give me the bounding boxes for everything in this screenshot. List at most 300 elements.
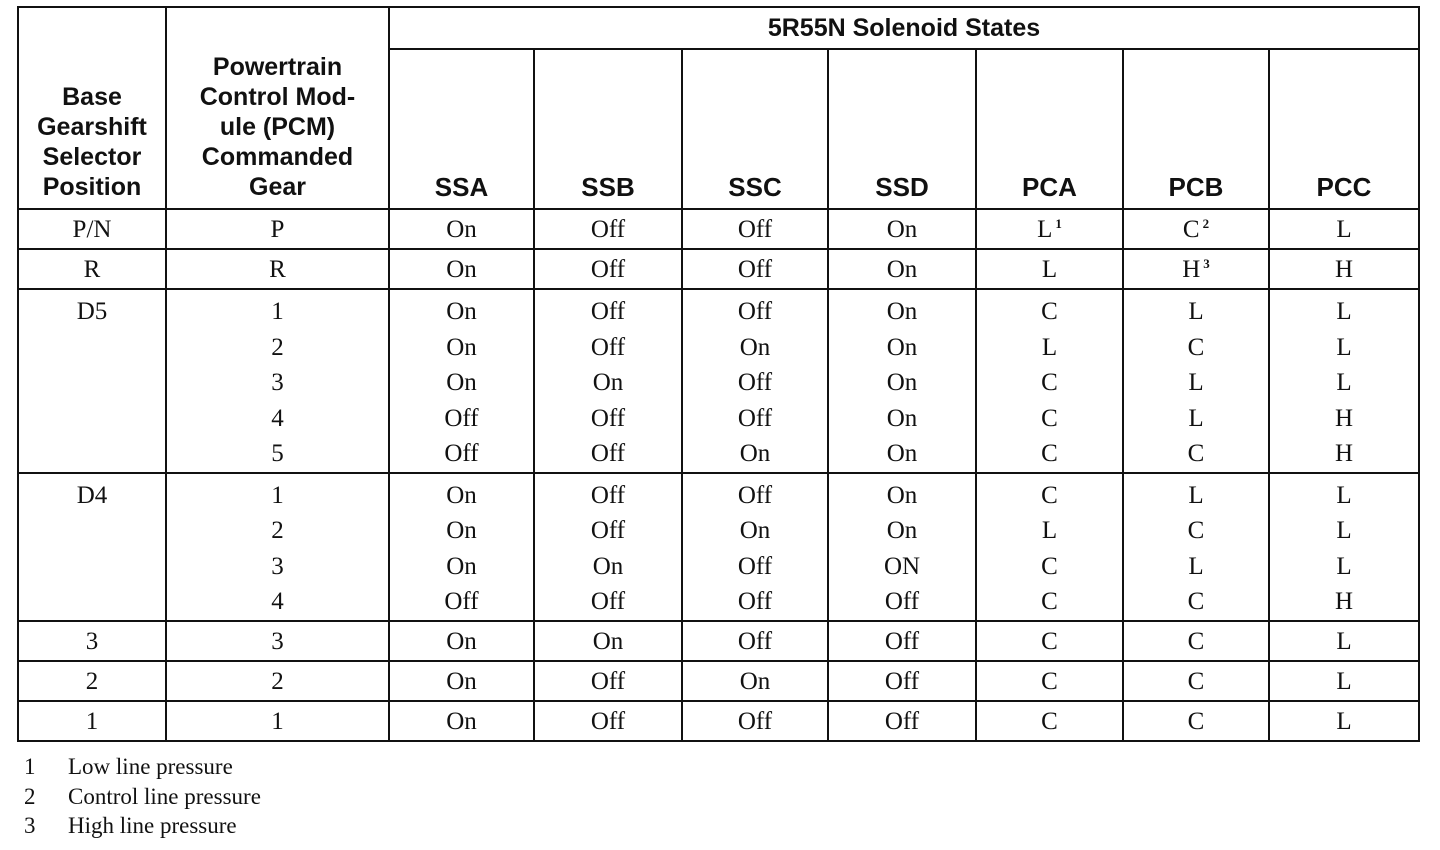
column-header-pca: PCA	[976, 49, 1123, 209]
solenoid-cell-ssb	[534, 289, 682, 473]
solenoid-state-value	[829, 212, 975, 248]
solenoid-state-value	[683, 436, 827, 472]
table-row	[18, 209, 1419, 249]
solenoid-state-text: On	[886, 333, 918, 361]
footnote-number: 1	[24, 754, 36, 779]
solenoid-state-text: On	[446, 667, 477, 695]
table-row	[18, 621, 1419, 661]
commanded-gear-value: 4	[271, 588, 284, 615]
solenoid-state-value	[390, 401, 533, 437]
solenoid-state-text: C	[1041, 481, 1058, 509]
solenoid-state-text: On	[592, 552, 624, 580]
solenoid-state-text: Off	[590, 333, 626, 361]
solenoid-state-value	[1270, 330, 1418, 366]
solenoid-state-text: L	[1188, 298, 1204, 325]
solenoid-state-value	[829, 549, 975, 585]
commanded-gear-cell	[166, 209, 389, 249]
solenoid-state-value	[683, 365, 827, 401]
commanded-gear-value: 1	[271, 298, 284, 325]
solenoid-state-value	[1124, 664, 1268, 700]
solenoid-state-text: On	[446, 298, 477, 325]
solenoid-state-text: Off	[590, 481, 626, 509]
solenoid-state-value	[1270, 212, 1418, 248]
solenoid-state-text: C	[1187, 588, 1205, 615]
commanded-gear-value: 1	[271, 481, 284, 509]
solenoid-state-text: L	[1336, 707, 1352, 735]
solenoid-state-text: C	[1187, 517, 1205, 544]
solenoid-state-text: Off	[737, 369, 773, 396]
solenoid-state-text: Off	[737, 707, 773, 735]
solenoid-state-text: Off	[737, 481, 773, 509]
solenoid-cell-ssc	[682, 209, 828, 249]
solenoid-cell-pcb	[1123, 661, 1269, 701]
solenoid-state-text: L	[1188, 404, 1204, 432]
solenoid-state-text: ON	[883, 552, 921, 580]
solenoid-state-value	[1124, 704, 1268, 740]
solenoid-state-text: L	[1336, 552, 1352, 580]
solenoid-cell-pcb	[1123, 209, 1269, 249]
solenoid-state-value	[390, 549, 533, 585]
solenoid-state-text: On	[886, 440, 918, 467]
solenoid-cell-ssa	[389, 289, 534, 473]
solenoid-state-value	[829, 664, 975, 700]
solenoid-state-value	[1124, 294, 1268, 330]
solenoid-cell-pcc	[1269, 473, 1419, 621]
solenoid-cell-ssc	[682, 249, 828, 289]
solenoid-state-text: Off	[590, 667, 626, 695]
solenoid-state-value	[390, 584, 533, 620]
solenoid-state-value	[683, 584, 827, 620]
solenoid-cell-ssc	[682, 621, 828, 661]
solenoid-state-text: Off	[737, 216, 773, 243]
solenoid-state-value	[829, 330, 975, 366]
footnote-text: Low line pressure	[68, 754, 233, 779]
solenoid-state-text: Off	[737, 552, 773, 580]
solenoid-state-text: L	[1336, 298, 1352, 325]
solenoid-state-text: C	[1187, 627, 1205, 655]
solenoid-state-value	[977, 212, 1122, 248]
solenoid-state-value	[977, 401, 1122, 437]
solenoid-state-text: On	[592, 369, 624, 396]
solenoid-state-text: C	[1187, 440, 1205, 467]
solenoid-state-value	[977, 365, 1122, 401]
solenoid-state-value	[829, 584, 975, 620]
solenoid-state-text: On	[739, 667, 771, 695]
solenoid-state-value	[977, 252, 1122, 288]
solenoid-state-text: On	[446, 707, 477, 735]
solenoid-cell-ssb	[534, 661, 682, 701]
solenoid-state-text: Off	[590, 707, 626, 735]
solenoid-state-text: L	[1037, 216, 1053, 243]
solenoid-state-value	[1270, 294, 1418, 330]
solenoid-state-value	[683, 549, 827, 585]
commanded-gear-cell	[166, 473, 389, 621]
commanded-gear-cell	[166, 661, 389, 701]
solenoid-state-value	[1124, 549, 1268, 585]
footnote-item	[24, 782, 261, 812]
solenoid-state-text: H	[1334, 256, 1354, 283]
solenoid-state-value	[1124, 513, 1268, 549]
solenoid-state-text: C	[1041, 404, 1058, 432]
solenoid-state-value	[390, 664, 533, 700]
solenoid-cell-ssa	[389, 701, 534, 741]
solenoid-cell-pcc	[1269, 209, 1419, 249]
solenoid-state-value	[535, 212, 681, 248]
solenoid-state-value	[683, 401, 827, 437]
solenoid-state-text: Off	[444, 440, 479, 467]
solenoid-cell-ssa	[389, 621, 534, 661]
solenoid-state-text: Off	[737, 588, 773, 615]
solenoid-state-text: Off	[444, 588, 479, 615]
table-row	[18, 661, 1419, 701]
selector-position-cell: 2	[18, 661, 166, 701]
solenoid-state-value	[390, 294, 533, 330]
solenoid-cell-pca	[976, 621, 1123, 661]
solenoid-state-text: H	[1334, 404, 1354, 432]
solenoid-state-text: C	[1041, 707, 1058, 735]
solenoid-state-text: On	[446, 216, 477, 243]
solenoid-state-value	[535, 704, 681, 740]
table-row	[18, 249, 1419, 289]
solenoid-cell-ssd	[828, 661, 976, 701]
footnote-text: High line pressure	[68, 813, 237, 838]
commanded-gear-cell	[166, 289, 389, 473]
solenoid-cell-pcc	[1269, 661, 1419, 701]
solenoid-state-value	[535, 513, 681, 549]
solenoid-state-value	[1270, 252, 1418, 288]
commanded-gear-value: 2	[271, 333, 284, 361]
solenoid-state-value	[1124, 478, 1268, 514]
column-header-ssb: SSB	[534, 49, 682, 209]
solenoid-state-value	[977, 584, 1122, 620]
solenoid-state-text: Off	[884, 588, 920, 615]
column-header-pcc: PCC	[1269, 49, 1419, 209]
solenoid-state-text: C	[1041, 440, 1058, 467]
solenoid-cell-pca	[976, 249, 1123, 289]
solenoid-cell-ssc	[682, 289, 828, 473]
solenoid-state-value	[1270, 664, 1418, 700]
solenoid-state-text: Off	[444, 404, 479, 432]
solenoid-state-text: L	[1336, 481, 1352, 509]
solenoid-state-value	[390, 624, 533, 660]
solenoid-state-value	[977, 664, 1122, 700]
solenoid-state-value	[977, 294, 1122, 330]
table-row	[18, 473, 1419, 621]
commanded-gear-value: 3	[271, 627, 284, 655]
commanded-gear-cell	[166, 621, 389, 661]
solenoid-state-value	[977, 436, 1122, 472]
solenoid-cell-pcc	[1269, 249, 1419, 289]
solenoid-state-text: L	[1336, 333, 1352, 361]
position-header: Base Gearshift Selector Position	[18, 7, 166, 209]
solenoid-cell-ssd	[828, 621, 976, 661]
solenoid-state-value	[1270, 704, 1418, 740]
commanded-gear-cell	[166, 701, 389, 741]
solenoid-state-text: L	[1041, 333, 1058, 361]
solenoid-state-value	[390, 436, 533, 472]
footnote-item	[24, 752, 261, 782]
solenoid-state-text: On	[592, 627, 624, 655]
solenoid-state-text: Off	[884, 667, 920, 695]
solenoid-state-value	[1270, 624, 1418, 660]
solenoid-state-value	[390, 478, 533, 514]
solenoid-state-value	[1270, 436, 1418, 472]
footnotes	[24, 752, 261, 841]
solenoid-state-value	[683, 478, 827, 514]
solenoid-state-value	[535, 436, 681, 472]
solenoid-states-header: 5R55N Solenoid States	[389, 7, 1419, 49]
solenoid-state-value	[535, 549, 681, 585]
column-header-ssd: SSD	[828, 49, 976, 209]
solenoid-state-text: Off	[884, 707, 920, 735]
solenoid-cell-ssb	[534, 621, 682, 661]
solenoid-state-value	[683, 704, 827, 740]
commanded-gear-value: R	[269, 256, 286, 283]
solenoid-state-value	[1270, 401, 1418, 437]
solenoid-state-value	[390, 252, 533, 288]
solenoid-state-value	[1124, 252, 1268, 288]
solenoid-state-value	[1270, 513, 1418, 549]
solenoid-state-value	[535, 365, 681, 401]
table-row	[18, 289, 1419, 473]
solenoid-state-value	[829, 365, 975, 401]
commanded-gear-value: 4	[271, 404, 284, 432]
solenoid-state-value	[683, 624, 827, 660]
solenoid-state-value	[829, 252, 975, 288]
commanded-gear-value: 3	[271, 552, 284, 580]
solenoid-state-text: On	[886, 481, 918, 509]
solenoid-cell-ssa	[389, 249, 534, 289]
solenoid-state-text: On	[739, 440, 771, 467]
selector-position-cell: P/N	[18, 209, 166, 249]
commanded-gear-value: 1	[271, 707, 284, 735]
solenoid-state-text: C	[1187, 667, 1205, 695]
solenoid-state-text: On	[446, 256, 477, 283]
solenoid-state-value	[977, 478, 1122, 514]
solenoid-cell-pcb	[1123, 473, 1269, 621]
commanded-gear-value: 3	[271, 369, 284, 396]
solenoid-cell-pcb	[1123, 289, 1269, 473]
solenoid-state-text: C	[1041, 552, 1058, 580]
selector-position-cell: D5	[18, 289, 166, 473]
solenoid-state-text: H	[1182, 256, 1201, 283]
solenoid-state-text: On	[446, 552, 477, 580]
solenoid-state-value	[683, 330, 827, 366]
commanded-gear-value: 2	[271, 517, 284, 544]
commanded-gear-header: Powertrain Control Mod-ule (PCM) Commanded Gear	[166, 7, 389, 209]
selector-position-cell: R	[18, 249, 166, 289]
solenoid-cell-ssa	[389, 473, 534, 621]
solenoid-state-value	[1270, 584, 1418, 620]
solenoid-cell-ssd	[828, 473, 976, 621]
solenoid-state-text: Off	[737, 298, 773, 325]
solenoid-state-text: Off	[590, 216, 626, 243]
solenoid-state-text: C	[1182, 216, 1200, 243]
solenoid-state-value	[829, 704, 975, 740]
solenoid-state-text: On	[886, 404, 918, 432]
solenoid-state-text: On	[886, 369, 918, 396]
solenoid-state-text: On	[886, 517, 918, 544]
solenoid-state-value	[1270, 478, 1418, 514]
solenoid-state-text: C	[1041, 588, 1058, 615]
solenoid-cell-ssb	[534, 209, 682, 249]
solenoid-state-text: L	[1188, 552, 1204, 580]
solenoid-cell-ssd	[828, 701, 976, 741]
solenoid-state-value	[1124, 401, 1268, 437]
solenoid-state-value	[829, 478, 975, 514]
solenoid-state-text: C	[1041, 369, 1058, 396]
solenoid-cell-pcb	[1123, 701, 1269, 741]
solenoid-cell-pcc	[1269, 289, 1419, 473]
solenoid-state-value	[535, 294, 681, 330]
solenoid-state-text: L	[1336, 517, 1352, 544]
solenoid-cell-pcc	[1269, 701, 1419, 741]
solenoid-cell-ssd	[828, 289, 976, 473]
table-row	[18, 701, 1419, 741]
solenoid-state-value	[829, 513, 975, 549]
commanded-gear-value: P	[270, 216, 285, 243]
solenoid-states-sheet	[17, 6, 1420, 742]
selector-position-cell: D4	[18, 473, 166, 621]
solenoid-state-value	[977, 624, 1122, 660]
footnote-marker: 3	[1203, 255, 1210, 271]
footnote-marker: 2	[1202, 215, 1210, 231]
solenoid-state-text: Off	[590, 256, 626, 283]
solenoid-cell-ssa	[389, 209, 534, 249]
footnote-text: Control line pressure	[68, 783, 261, 809]
solenoid-state-value	[977, 704, 1122, 740]
solenoid-state-value	[1124, 624, 1268, 660]
solenoid-state-text: H	[1334, 440, 1354, 467]
solenoid-cell-pca	[976, 701, 1123, 741]
solenoid-state-text: L	[1188, 481, 1204, 509]
solenoid-state-value	[535, 624, 681, 660]
solenoid-state-value	[535, 584, 681, 620]
solenoid-cell-pcc	[1269, 621, 1419, 661]
solenoid-cell-ssc	[682, 701, 828, 741]
column-header-ssc: SSC	[682, 49, 828, 209]
footnote-item	[24, 811, 261, 841]
solenoid-state-value	[390, 513, 533, 549]
solenoid-cell-pcb	[1123, 249, 1269, 289]
solenoid-state-text: L	[1041, 256, 1058, 283]
solenoid-state-text: L	[1041, 517, 1058, 544]
solenoid-cell-pca	[976, 209, 1123, 249]
commanded-gear-cell	[166, 249, 389, 289]
solenoid-state-text: Off	[590, 588, 626, 615]
solenoid-state-value	[977, 513, 1122, 549]
column-header-pcb: PCB	[1123, 49, 1269, 209]
solenoid-cell-ssb	[534, 473, 682, 621]
solenoid-state-text: Off	[590, 404, 626, 432]
solenoid-state-text: C	[1187, 707, 1205, 735]
solenoid-state-value	[829, 294, 975, 330]
solenoid-cell-ssc	[682, 473, 828, 621]
solenoid-state-value	[683, 252, 827, 288]
solenoid-state-value	[390, 330, 533, 366]
solenoid-state-text: L	[1336, 216, 1352, 243]
column-header-ssa: SSA	[389, 49, 534, 209]
solenoid-cell-ssa	[389, 661, 534, 701]
solenoid-state-text: H	[1334, 588, 1354, 615]
footnote-number: 2	[24, 783, 36, 809]
solenoid-state-value	[535, 664, 681, 700]
solenoid-cell-ssd	[828, 209, 976, 249]
solenoid-state-text: L	[1336, 627, 1352, 655]
solenoid-state-text: Off	[590, 298, 626, 325]
selector-position-cell: 1	[18, 701, 166, 741]
solenoid-state-text: C	[1041, 627, 1058, 655]
solenoid-state-text: On	[446, 369, 477, 396]
solenoid-state-value	[390, 212, 533, 248]
solenoid-cell-pca	[976, 289, 1123, 473]
solenoid-state-value	[1124, 212, 1268, 248]
solenoid-cell-ssd	[828, 249, 976, 289]
solenoid-state-value	[977, 549, 1122, 585]
solenoid-state-value	[535, 478, 681, 514]
solenoid-state-value	[829, 624, 975, 660]
solenoid-state-value	[1270, 549, 1418, 585]
solenoid-states-table	[17, 6, 1420, 742]
solenoid-state-text: Off	[737, 256, 773, 283]
solenoid-cell-ssb	[534, 701, 682, 741]
selector-position-cell: 3	[18, 621, 166, 661]
solenoid-state-text: Off	[590, 440, 626, 467]
solenoid-state-value	[683, 294, 827, 330]
solenoid-state-text: On	[446, 517, 477, 544]
solenoid-state-text: L	[1336, 667, 1352, 695]
solenoid-state-text: On	[886, 256, 918, 283]
solenoid-state-value	[535, 401, 681, 437]
solenoid-state-value	[1124, 436, 1268, 472]
solenoid-state-value	[1124, 584, 1268, 620]
solenoid-state-text: On	[446, 481, 477, 509]
solenoid-cell-ssc	[682, 661, 828, 701]
solenoid-state-text: On	[886, 298, 918, 325]
solenoid-state-value	[535, 330, 681, 366]
solenoid-cell-ssb	[534, 249, 682, 289]
solenoid-state-value	[390, 704, 533, 740]
footnote-number: 3	[24, 813, 36, 838]
solenoid-state-text: L	[1188, 369, 1204, 396]
solenoid-state-value	[535, 252, 681, 288]
solenoid-state-text: C	[1187, 333, 1205, 361]
solenoid-state-value	[1124, 365, 1268, 401]
solenoid-state-text: On	[739, 517, 771, 544]
solenoid-state-text: On	[739, 333, 771, 361]
solenoid-state-text: Off	[590, 517, 626, 544]
solenoid-cell-pca	[976, 473, 1123, 621]
solenoid-state-text: C	[1041, 298, 1058, 325]
solenoid-state-value	[1124, 330, 1268, 366]
solenoid-state-text: On	[886, 216, 918, 243]
solenoid-state-value	[683, 664, 827, 700]
solenoid-state-value	[829, 401, 975, 437]
solenoid-state-value	[829, 436, 975, 472]
solenoid-state-value	[977, 330, 1122, 366]
footnote-marker: 1	[1055, 215, 1062, 231]
solenoid-state-value	[683, 212, 827, 248]
solenoid-state-value	[1270, 365, 1418, 401]
solenoid-state-value	[683, 513, 827, 549]
solenoid-state-text: C	[1041, 667, 1058, 695]
solenoid-cell-pca	[976, 661, 1123, 701]
solenoid-state-text: Off	[737, 404, 773, 432]
solenoid-state-text: On	[446, 333, 477, 361]
solenoid-cell-pcb	[1123, 621, 1269, 661]
solenoid-state-value	[390, 365, 533, 401]
solenoid-state-text: Off	[884, 627, 920, 655]
